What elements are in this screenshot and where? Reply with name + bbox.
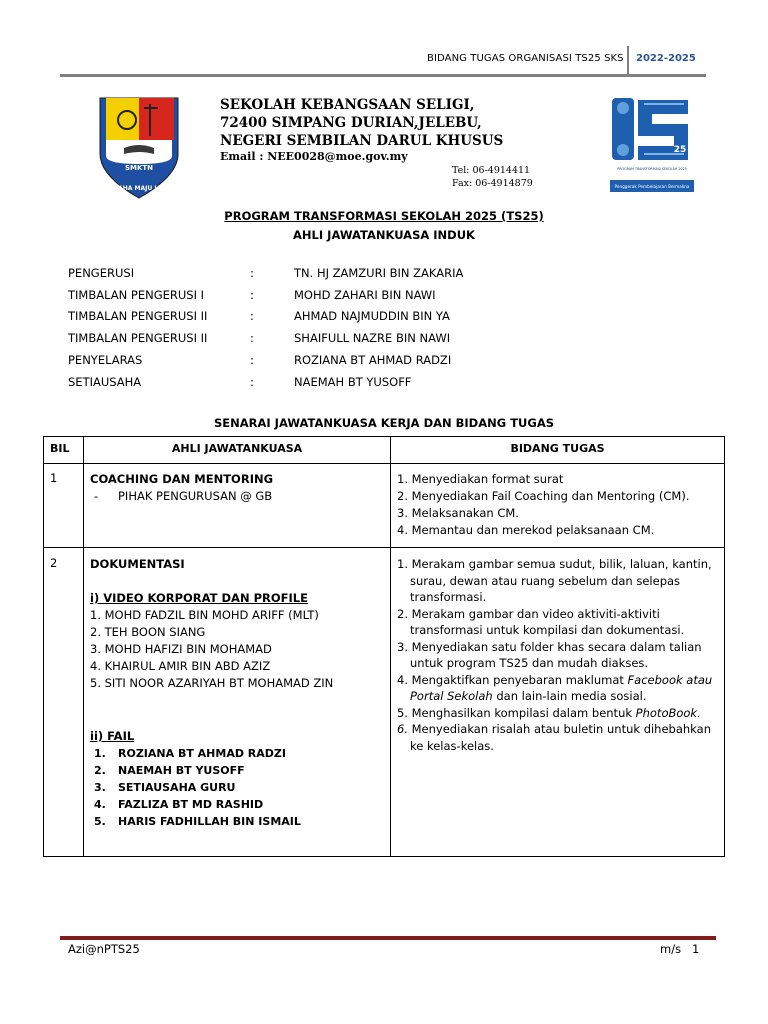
member-role: PENGERUSI (68, 266, 135, 280)
member-role: SETIAUSAHA (68, 375, 142, 389)
member-name: ROZIANA BT AHMAD RADZI (294, 353, 452, 367)
member-name: SHAIFULL NAZRE BIN NAWI (294, 331, 451, 345)
footer-author: Azi@nPTS25 (68, 942, 140, 956)
school-tel: Tel: 06-4914411 (452, 165, 531, 176)
school-address-line: 72400 SIMPANG DURIAN,JELEBU, (220, 115, 482, 131)
member-colon: : (250, 309, 254, 323)
ts25-logo-tagline: Penggerak Pembelajaran Bermakna (614, 184, 690, 189)
member-name: MOHD ZAHARI BIN NAWI (294, 288, 436, 302)
task-item: 1. Menyediakan format surat (397, 472, 564, 486)
list-item: 2. NAEMAH BT YUSOFF (94, 764, 245, 777)
member-colon: : (250, 288, 254, 302)
list-item: 3. MOHD HAFIZI BIN MOHAMAD (90, 642, 272, 656)
school-crest-logo (94, 94, 184, 200)
member-role: TIMBALAN PENGERUSI I (68, 288, 205, 302)
member-role: TIMBALAN PENGERUSI II (68, 331, 208, 345)
header-ahli: AHLI JAWATANKUASA (84, 437, 391, 464)
row-committee (84, 464, 391, 548)
footer-page-number: m/s 1 (660, 942, 700, 956)
header-separator (627, 46, 629, 74)
list-item: 1. MOHD FADZIL BIN MOHD ARIFF (MLT) (90, 608, 319, 622)
list-item: 1. ROZIANA BT AHMAD RADZI (94, 747, 286, 760)
header-bil: BIL (44, 437, 84, 464)
row-bil: 2 (44, 548, 84, 857)
task-item: 4. Mengaktifkan penyebaran maklumat Facebook atau Portal Sekolah dan lain-lain media sosial. (397, 672, 713, 703)
committee-name: COACHING DAN MENTORING (90, 472, 274, 486)
header-years: 2022-2025 (636, 53, 696, 64)
school-address (220, 96, 503, 150)
list-item: 4. FAZLIZA BT MD RASHID (94, 798, 264, 811)
table-row (44, 548, 725, 857)
member-colon: : (250, 266, 254, 280)
task-item: 4. Memantau dan merekod pelaksanaan CM. (397, 523, 655, 537)
task-item: 2. Merakam gambar dan video aktiviti-aktiviti transformasi untuk kompilasi dan dokumentasi. (397, 606, 685, 637)
school-name-line: SEKOLAH KEBANGSAAN SELIGI, (220, 97, 475, 113)
table-header-row (44, 437, 725, 464)
committee-title: AHLI JAWATANKUASA INDUK (293, 228, 475, 242)
row-bil: 1 (44, 464, 84, 548)
member-colon: : (250, 331, 254, 345)
member-colon: : (250, 375, 254, 389)
member-colon: : (250, 353, 254, 367)
ts25-logo-caption: PROGRAM TRANSFORMASI SEKOLAH 2025 (617, 167, 687, 171)
school-email: Email : NEE0028@moe.gov.my (220, 150, 408, 163)
table-row (44, 464, 725, 548)
member-name: NAEMAH BT YUSOFF (294, 375, 412, 389)
list-item: 4. KHAIRUL AMIR BIN ABD AZIZ (90, 659, 271, 673)
header-tugas: BIDANG TUGAS (391, 437, 725, 464)
task-list (397, 556, 718, 754)
member-name: TN. HJ ZAMZURI BIN ZAKARIA (294, 266, 464, 280)
header-rule (60, 74, 706, 77)
list-item: 2. TEH BOON SIANG (90, 625, 206, 639)
list-item: 5. SITI NOOR AZARIYAH BT MOHAMAD ZIN (90, 676, 334, 690)
member-role: PENYELARAS (68, 353, 143, 367)
task-item: 3. Melaksanakan CM. (397, 506, 519, 520)
program-title (0, 209, 768, 223)
task-item: 5. Menghasilkan kompilasi dalam bentuk PhotoBook. (397, 705, 701, 720)
task-item: 2. Menyediakan Fail Coaching dan Mentoring (CM). (397, 489, 690, 503)
duty-table (43, 436, 725, 857)
row-committee (84, 548, 391, 857)
ts25-logo (608, 96, 696, 196)
crest-motto: USAHA MAJU JAYA (108, 185, 170, 192)
crest-label: SMKTN (124, 164, 154, 172)
list-item: 3. SETIAUSAHA GURU (94, 781, 236, 794)
row-tasks (391, 548, 725, 857)
committee-member: - PIHAK PENGURUSAN @ GB (94, 489, 273, 503)
list-title: SENARAI JAWATANKUASA KERJA DAN BIDANG TUGAS (213, 416, 555, 430)
committee-name: DOKUMENTASI (90, 557, 185, 571)
list-item: 5. HARIS FADHILLAH BIN ISMAIL (94, 815, 301, 828)
task-item: 3. Menyediakan satu folder khas secara dalam talian untuk program TS25 dan mudah diakses. (397, 639, 702, 670)
school-contact (452, 164, 533, 190)
header-doc-title: BIDANG TUGAS ORGANISASI TS25 SKS (427, 53, 624, 64)
row-tasks (391, 464, 725, 548)
school-fax: Fax: 06-4914879 (452, 178, 533, 189)
task-item: 1. Merakam gambar semua sudut, bilik, laluan, kantin, surau, dewan atau ruang sebelum dan selepas transformasi. (397, 557, 712, 604)
task-item: 6. Menyediakan risalah atau buletin untuk dihebahkan ke kelas-kelas. (397, 722, 711, 753)
subsection-title: i) VIDEO KORPORAT DAN PROFILE (90, 591, 308, 605)
subsection-title: ii) FAIL (90, 729, 135, 743)
footer-rule (60, 936, 716, 940)
program-title-text: PROGRAM TRANSFORMASI SEKOLAH 2025 (TS25) (224, 209, 544, 223)
member-name: AHMAD NAJMUDDIN BIN YA (294, 309, 450, 323)
member-role: TIMBALAN PENGERUSI II (68, 309, 208, 323)
school-state-line: NEGERI SEMBILAN DARUL KHUSUS (220, 133, 504, 149)
ts25-logo-number: 25 (673, 145, 687, 155)
